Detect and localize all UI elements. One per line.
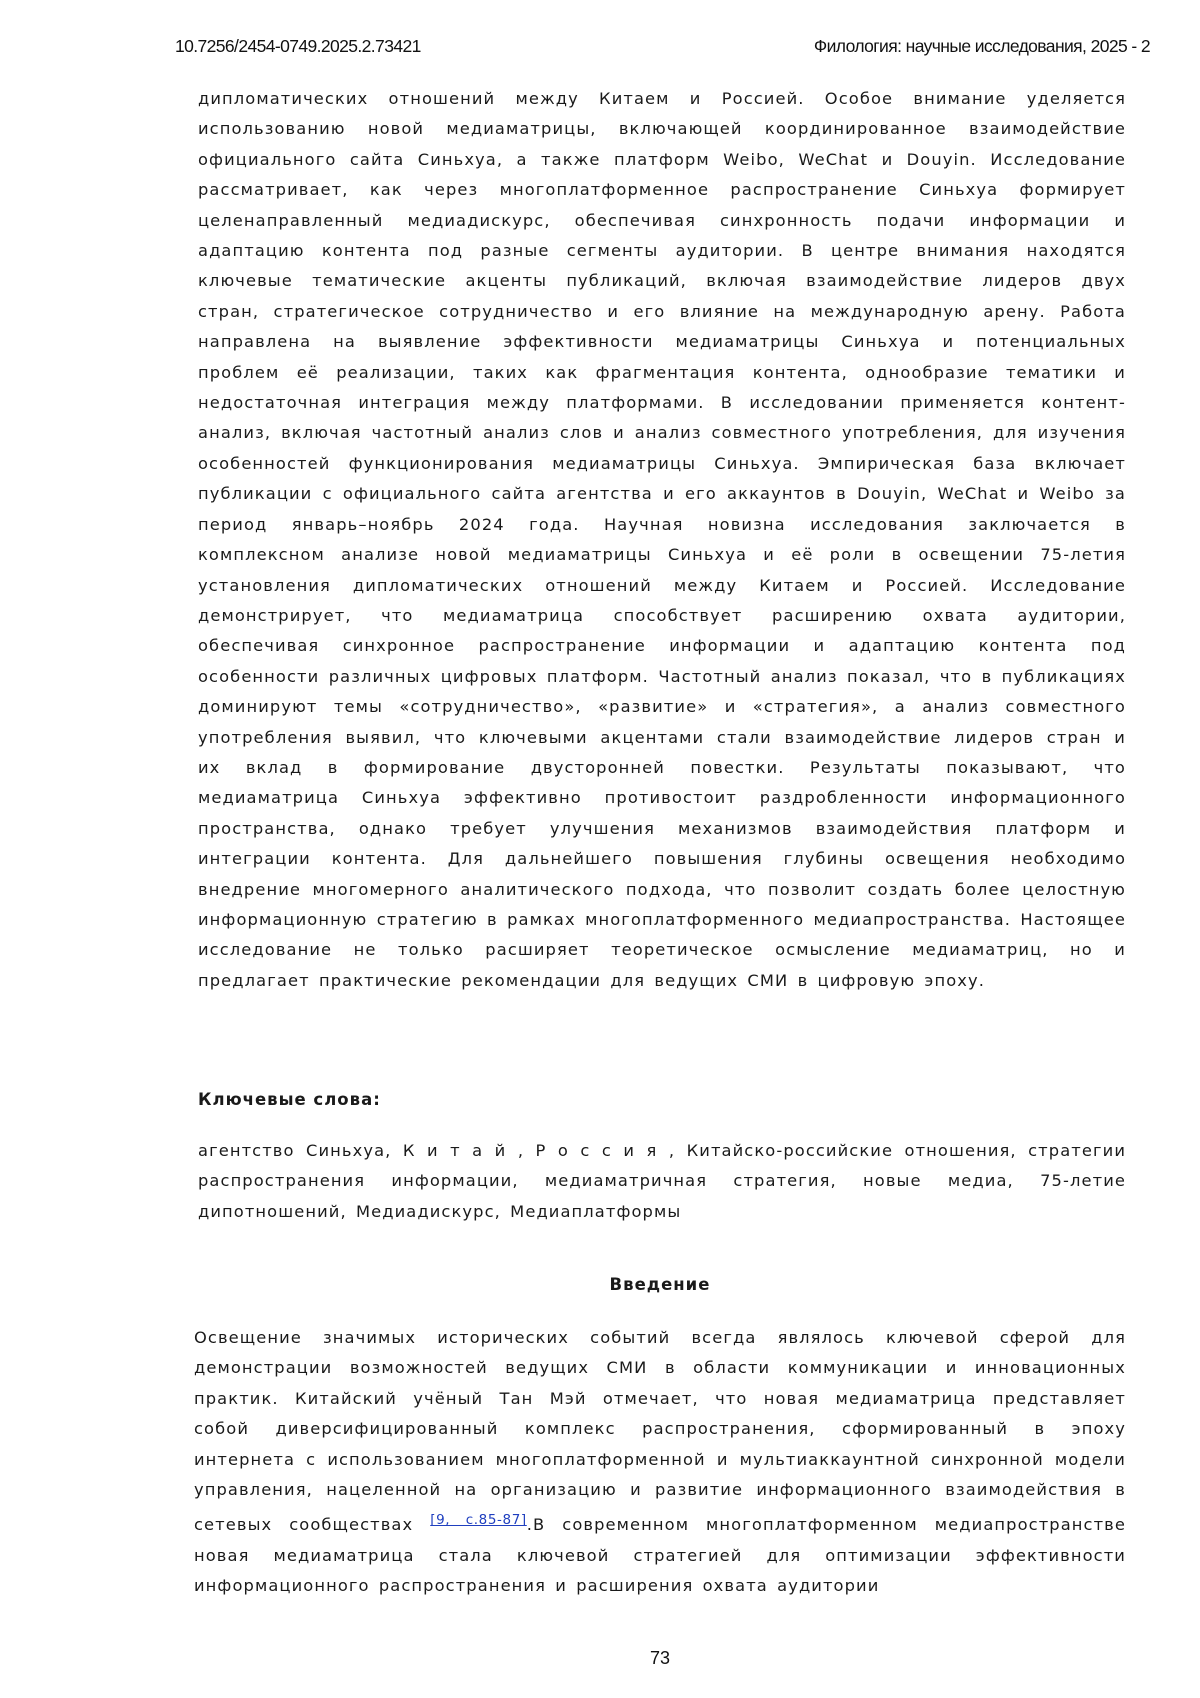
keywords-list: агентство Синьхуа, К и т а й , Р о с с и я , Китайско-российские отношения, стратегии распространения информации, медиаматричная стратегия, новые медиа, 75-летие дипотношений, Медиадискурс, Медиаплатформы [198, 1141, 1126, 1221]
page-number: 73 [649, 1648, 671, 1668]
introduction-paragraph [194, 1323, 1126, 1602]
abstract-paragraph: дипломатических отношений между Китаем и Россией. Особое внимание уделяется использованию новой медиаматрицы, включающей координированное взаимодействие официального сайта Синьхуа, а также платформ Weibo, WeChat и Douyin. Исследование рассматривает, как через многоплатформенное распространение Синьхуа формирует целенаправленный медиадискурс, обеспечивая синхронность подачи информации и адаптацию контента под разные сегменты аудитории. В центре внимания находятся ключевые тематические акценты публикаций, включая взаимодействие лидеров двух стран, стратегическое сотрудничество и его влияние на международную арену. Работа направлена на выявление эффективности медиаматрицы Синьхуа и потенциальных проблем её реализации, таких как фрагментация контента, однообразие тематики и недостаточная интеграция между платформами. В исследовании применяется контент-анализ, включая частотный анализ слов и анализ совместного употребления, для изучения особенностей функционирования медиаматрицы Синьхуа. Эмпирическая база включает публикации с официального сайта агентства и его аккаунтов в Douyin, WeChat и Weibo за период январь–ноябрь 2024 года. Научная новизна исследования заключается в комплексном анализе новой медиаматрицы Синьхуа и её роли в освещении 75-летия установления дипломатических отношений между Китаем и Россией. Исследование демонстрирует, что медиаматрица способствует расширению охвата аудитории, обеспечивая синхронное распространение информации и адаптацию контента под особенности различных цифровых платформ. Частотный анализ показал, что в публикациях доминируют темы «сотрудничество», «развитие» и «стратегия», а анализ совместного употребления выявил, что ключевыми акцентами стали взаимодействие лидеров стран и их вклад в формирование двусторонней повестки. Результаты показывают, что медиаматрица Синьхуа эффективно противостоит раздробленности информационного пространства, однако требует улучшения механизмов взаимодействия платформ и интеграции контента. Для дальнейшего повышения глубины освещения необходимо внедрение многомерного аналитического подхода, что позволит создать более целостную информационную стратегию в рамках многоплатформенного медиапространства. Настоящее исследование не только расширяет теоретическое осмысление медиаматриц, но и предлагает практические рекомендации для ведущих СМИ в цифровую эпоху. [198, 89, 1126, 990]
introduction-text-end: .В современном многоплатформенном медиапространстве новая медиаматрица стала ключевой стратегией для оптимизации эффективности информационного распространения и расширения охвата аудитории [194, 1515, 1126, 1596]
doi: 10.7256/2454-0749.2025.2.73421 [175, 36, 421, 56]
page-header [175, 36, 1150, 60]
citation-link[interactable]: [9, с.85-87] [430, 1512, 527, 1529]
journal-title: Филология: научные исследования, 2025 - 2 [813, 36, 1150, 56]
introduction-text-start: Освещение значимых исторических событий всегда являлось ключевой сферой для демонстрации возможностей ведущих СМИ в области коммуникации и инновационных практик. Китайский учёный Тан Мэй отмечает, что новая медиаматрица представляет собой диверсифицированный комплекс распространения, сформированный в эпоху интернета с использованием многоплатформенной и мультиаккаунтной синхронной модели управления, нацеленной на организацию и развитие информационного взаимодействия в сетевых сообществах [194, 1328, 1126, 1535]
keywords-heading: Ключевые слова: [198, 1090, 381, 1109]
introduction-heading: Введение [609, 1275, 711, 1294]
